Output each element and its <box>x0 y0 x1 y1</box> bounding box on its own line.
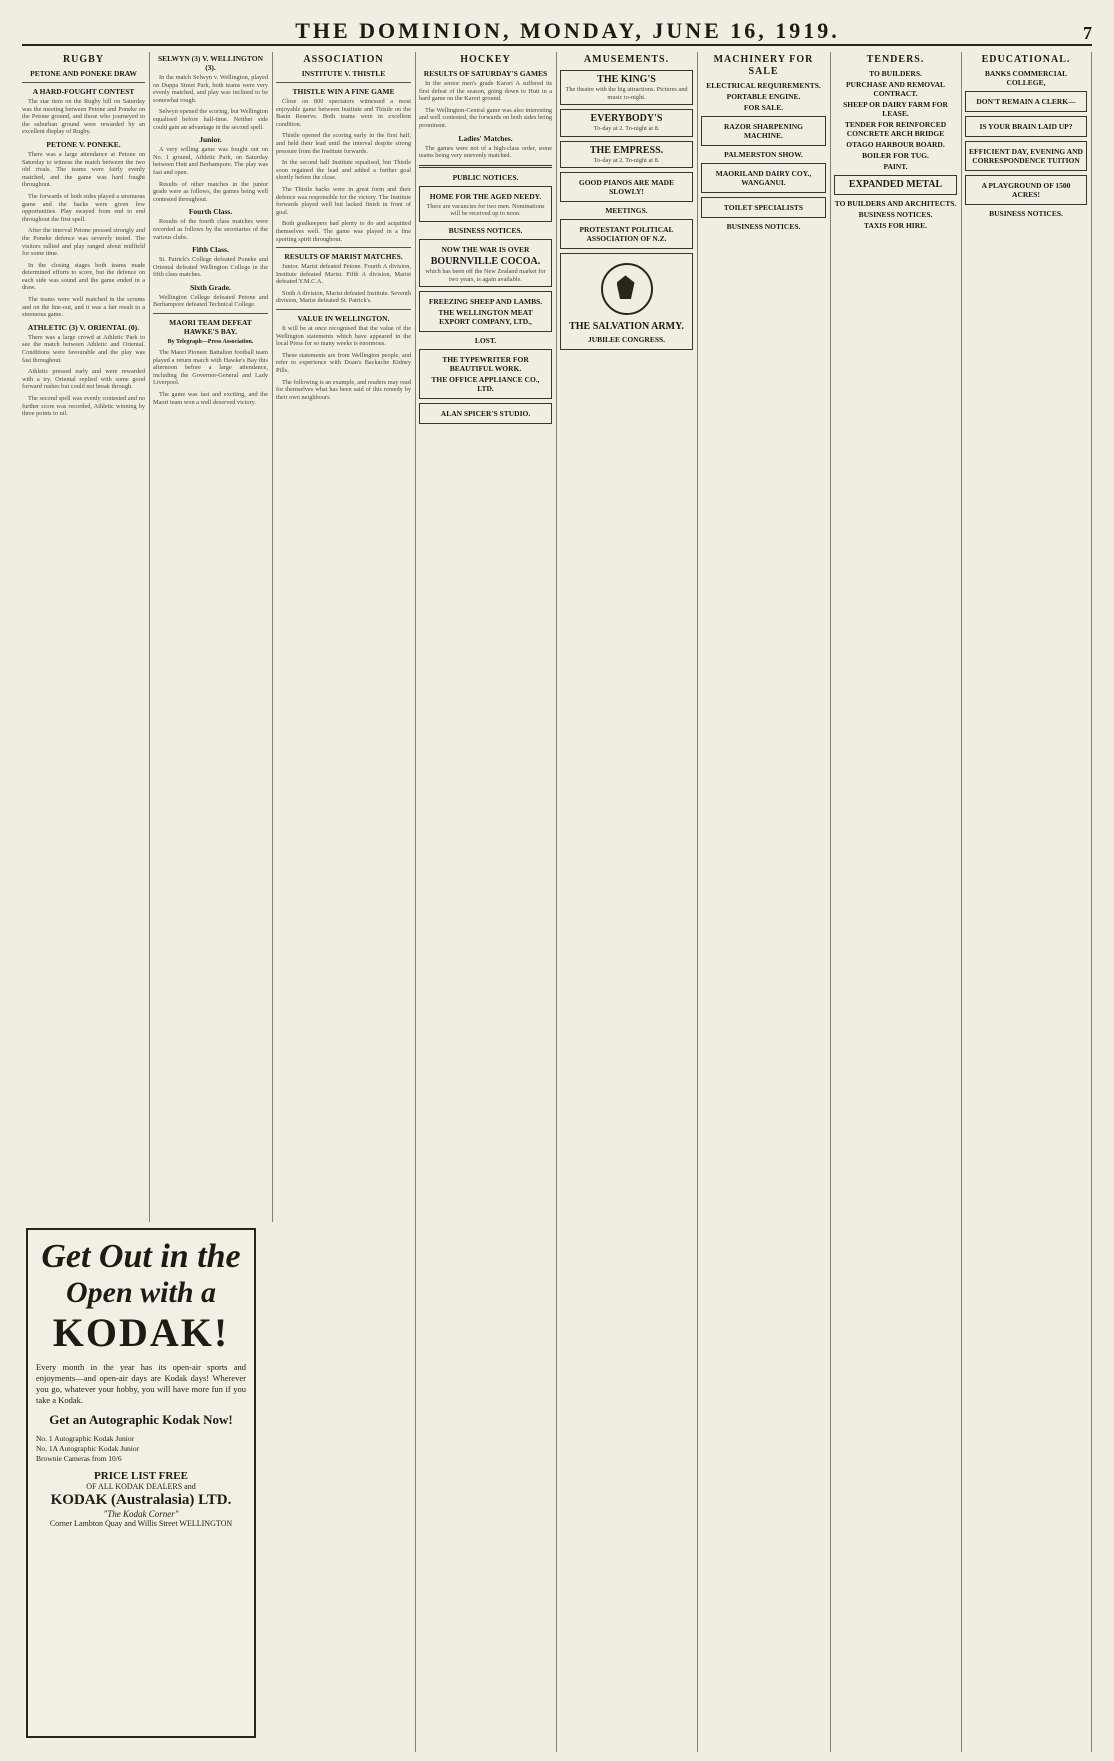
store-address: Corner Lambton Quay and Willis Street WELLINGTON <box>49 1519 233 1528</box>
column-rugby-continued <box>153 52 273 1222</box>
column-amusements <box>560 52 698 1752</box>
headline: BANKS COMMERCIAL COLLEGE, <box>984 69 1068 87</box>
headline: TENDER FOR REINFORCED CONCRETE ARCH BRIDGE <box>844 120 947 138</box>
product-item: No. 1A Autographic Kodak Junior <box>36 1444 140 1453</box>
headline: TO BUILDERS. <box>869 69 922 78</box>
headline: ELECTRICAL REQUIREMENTS. <box>706 81 821 90</box>
headline: PAINT. <box>883 162 908 171</box>
ad-headline-line2: Open with a <box>65 1276 217 1309</box>
headline: BUSINESS NOTICES. <box>858 210 933 219</box>
column-machinery <box>701 52 831 1752</box>
product-item: Brownie Cameras from 10/6 <box>36 1454 122 1463</box>
article-body: Junior. Marist defeated Petone. Fourth A division, Institute defeated Marist. Fifth A division, Marist defeated Y.M.C.A. Sixth A division, Marist defeated Institute. Seventh division, Marist defeated St. Patrick's. <box>276 263 411 305</box>
headline: PURCHASE AND REMOVAL CONTRACT. <box>845 80 946 98</box>
section-heading: MACHINERY FOR SALE <box>713 54 814 77</box>
ad-typewriter: THE TYPEWRITER FOR BEAUTIFUL WORK. THE OFFICE APPLIANCE CO., LTD. <box>419 349 552 399</box>
notice-protestant: PROTESTANT POLITICAL ASSOCIATION OF N.Z. <box>560 219 693 249</box>
headline: PETONE AND PONEKE DRAW <box>30 69 137 78</box>
article-body: A very willing game was fought out on No. 1 ground, Athletic Park, on Saturday between Hutt and Berhampore. The play was fast and open. Results of other matches in the junior grade were as follows, the games being well contested throughout. <box>153 146 268 203</box>
match-heading: ATHLETIC (3) V. ORIENTAL (0). <box>27 322 140 332</box>
headline: LOST. <box>474 336 497 346</box>
dealers-label: OF ALL KODAK DEALERS and <box>86 1482 196 1491</box>
article-body: Wellington College defeated Petone and Berhampore defeated Technical College. <box>153 293 268 309</box>
grade-heading: Fifth Class. <box>192 245 229 255</box>
column-educational <box>965 52 1092 1752</box>
article-body: Close on 800 spectators witnessed a most enjoyable game between Institute and Thistle on the Basin Reserve. Both teams were in excellent condition. Thistle opened the scoring early in the first half, and held their lead until the interval despite strong pressure from the Institute forwards. In the second half Institute equalised, but Thistle soon regained the lead and added a further goal shortly before the close. The Thistle backs were in great form and their defence was responsible for the victory. The Institute forwards played well but lacked finish in front of goal. Both goalkeepers had plenty to do and acquitted themselves well. The game was played in a fine sporting spirit throughout. <box>276 98 411 243</box>
section-heading: HOCKEY <box>460 54 511 65</box>
article-body: In the match Selwyn v. Wellington, played on Duppa Street Park, both teams were very evenly matched, and play was inclined to be somewhat rough. Selwyn opened the scoring, but Wellington equalised before half-time. Neither side could gain an advantage in the second spell. <box>153 74 268 131</box>
page-title: THE DOMINION, MONDAY, JUNE 16, 1919. <box>295 18 840 43</box>
column-rugby <box>22 52 150 1222</box>
article-body: In the senior men's grade Karori A suffered its first defeat of the season, going down to Hutt in a hard game on the Karori ground. The Wellington-Central game was also interesting and well contested, the forwards on both sides being prominent. <box>419 80 552 129</box>
headline: TO BUILDERS AND ARCHITECTS. <box>834 199 957 208</box>
match-heading: PETONE V. PONEKE. <box>46 139 121 149</box>
subheadline: A HARD-FOUGHT CONTEST <box>32 87 135 96</box>
headline: MAORI TEAM DEFEAT HAWKE'S BAY. <box>169 318 252 337</box>
ad-clerk: DON'T REMAIN A CLERK— <box>965 91 1087 112</box>
ad-salvation-army: THE SALVATION ARMY. JUBILEE CONGRESS. <box>560 253 693 350</box>
page-number: 7 <box>1083 23 1092 43</box>
masthead <box>22 14 1092 46</box>
grade-heading: Fourth Class. <box>188 207 233 217</box>
ad-empress: THE EMPRESS. To-day at 2. To-night at 8. <box>560 141 693 169</box>
headline: PUBLIC NOTICES. <box>452 172 519 182</box>
ad-tuition: EFFICIENT DAY, EVENING AND CORRESPONDENCE TUITION <box>965 141 1087 171</box>
headline: RESULTS OF SATURDAY'S GAMES <box>423 69 548 78</box>
headline: BOILER FOR TUG. <box>862 151 929 160</box>
ad-headline-line3: KODAK! <box>52 1310 230 1355</box>
notice-aged-home: HOME FOR THE AGED NEEDY. There are vacancies for two men. Nominations will be received up to noon. <box>419 186 552 222</box>
headline: SHEEP OR DAIRY FARM FOR LEASE. <box>843 100 948 118</box>
ad-cocoa: NOW THE WAR IS OVER BOURNVILLE COCOA. which has been off the New Zealand market for two years, is again available. <box>419 239 552 287</box>
store-name: "The Kodak Corner" <box>103 1509 179 1519</box>
section-heading: AMUSEMENTS. <box>583 54 670 65</box>
column-tenders <box>834 52 962 1752</box>
ad-everybodys: EVERYBODY'S To-day at 2. To-night at 8. <box>560 109 693 137</box>
byline: By Telegraph—Press Association. <box>167 339 254 346</box>
headline: BUSINESS NOTICES. <box>726 222 801 231</box>
headline: OTAGO HARBOUR BOARD. <box>846 140 945 149</box>
ad-body: Every month in the year has its open-air sports and enjoyments—and open-air days are Kodak days! Wherever you go, whatever your hobby, you will have more fun if you take a Kodak. <box>36 1362 246 1405</box>
article-body: The Maori Pioneer Battalion football team played a return match with Hawke's Bay this afternoon before a large attendance, including the Governor-General and Lady Liverpool. The game was fast and exciting, and the Maori team won a well deserved victory. <box>153 349 268 406</box>
article-body: There was a large crowd at Athletic Park to see the match between Athletic and Oriental. Conditions were favourable and the play was fast throughout. Athletic pressed early and were rewarded with a try. Oriental replied with some good forward rushes but could not break through. The second spell was evenly contested and no further score was recorded, Athletic winning by three points to nil. <box>22 333 145 418</box>
headline: PALMERSTON SHOW. <box>724 150 803 159</box>
column-association <box>276 52 416 1752</box>
subheadline: INSTITUTE V. THISTLE <box>301 69 386 78</box>
section-heading: ASSOCIATION <box>303 54 384 65</box>
headline: THISTLE WIN A FINE GAME <box>292 87 395 96</box>
ad-playground: A PLAYGROUND OF 1500 ACRES! <box>965 175 1087 205</box>
ad-freezing: FREEZING SHEEP AND LAMBS. THE WELLINGTON MEAT EXPORT COMPANY, LTD., <box>419 291 552 332</box>
grade-heading: Sixth Grade. <box>190 282 231 292</box>
headline: TAXIS FOR HIRE. <box>864 221 927 230</box>
article-body: Results of the fourth class matches were recorded as follows by the secretaries of the various clubs. <box>153 218 268 241</box>
grade-heading: Ladies' Matches. <box>458 133 513 143</box>
headline: BUSINESS NOTICES. <box>989 209 1063 218</box>
ad-kings: THE KING'S The theatre with the big attractions. Pictures and music to-night. <box>560 70 693 105</box>
kodak-advertisement <box>26 1228 256 1738</box>
headline: BUSINESS NOTICES. <box>448 225 523 235</box>
ad-razor: RAZOR SHARPENING MACHINE. <box>701 116 826 146</box>
ad-subheadline: Get an Autographic Kodak Now! <box>49 1412 233 1427</box>
ad-toilet: TOILET SPECIALISTS <box>701 197 826 218</box>
headline: VALUE IN WELLINGTON. <box>297 314 390 324</box>
ad-studio: ALAN SPICER'S STUDIO. <box>419 403 552 424</box>
section-heading: TENDERS. <box>866 54 925 65</box>
company-name: KODAK (Australasia) LTD. <box>50 1492 232 1508</box>
column-hockey <box>419 52 557 1752</box>
article-body: It will be at once recognised that the value of the Wellington statements which have appeared in the local Press for so many weeks is enormous. These statements are from Wellington people, and refer to experience with Doan's Backache Kidney Pills. The following is an example, and readers may read for themselves what has been said of this remedy by their own neighbours. <box>276 325 411 401</box>
ad-product-list <box>36 1434 246 1464</box>
headline: MEETINGS. <box>605 206 648 216</box>
section-heading: EDUCATIONAL. <box>981 54 1071 65</box>
article-body: There was a large attendance at Petone on Saturday to witness the match between the two old rivals. The teams were fairly evenly matched, and the game was hard fought throughout. The forwards of both sides played a strenuous game and the backs were given few opportunities. Play swayed from end to end throughout the first spell. After the interval Petone pressed strongly and the Poneke defence was severely tested. The visitors rallied and play ranged about midfield for some time. In the closing stages both teams made determined efforts to score, but the defence on each side was sound and the game ended in a draw. The teams were well matched in the scrums and on the line-out, and it was a fair result to a strenuous game. <box>22 150 145 319</box>
ad-dairy: MAORILAND DAIRY COY., WANGANUI. <box>701 163 826 193</box>
match-heading: SELWYN (3) V. WELLINGTON (3). <box>157 54 264 72</box>
salvation-army-crest-icon <box>601 263 653 315</box>
article-body: St. Patrick's College defeated Poneke and Oriental defeated Wellington College in the fifth class matches. <box>153 256 268 279</box>
ad-brain: IS YOUR BRAIN LAID UP? <box>965 116 1087 137</box>
product-item: No. 1 Autographic Kodak Junior <box>36 1434 135 1443</box>
headline: PORTABLE ENGINE. <box>726 92 801 101</box>
headline: FOR SALE. <box>743 103 784 112</box>
section-heading: RUGBY <box>62 54 105 65</box>
article-body: The star item on the Rugby bill on Saturday was the meeting between Petone and Poneke on the Petone ground, and those who journeyed to the suburban ground were rewarded by an excellent display of Rugby. <box>22 98 145 136</box>
price-list-label: PRICE LIST FREE <box>94 1470 188 1482</box>
article-body: The games were not of a high-class order, some teams being very unevenly matched. <box>419 144 552 160</box>
ad-expanded-metal: EXPANDED METAL <box>834 175 957 195</box>
grade-heading: Junior. <box>199 135 222 145</box>
ad-headline-line1: Get Out in the <box>41 1238 241 1275</box>
headline: RESULTS OF MARIST MATCHES. <box>284 252 403 262</box>
ad-pianos: GOOD PIANOS ARE MADE SLOWLY! <box>560 172 693 202</box>
